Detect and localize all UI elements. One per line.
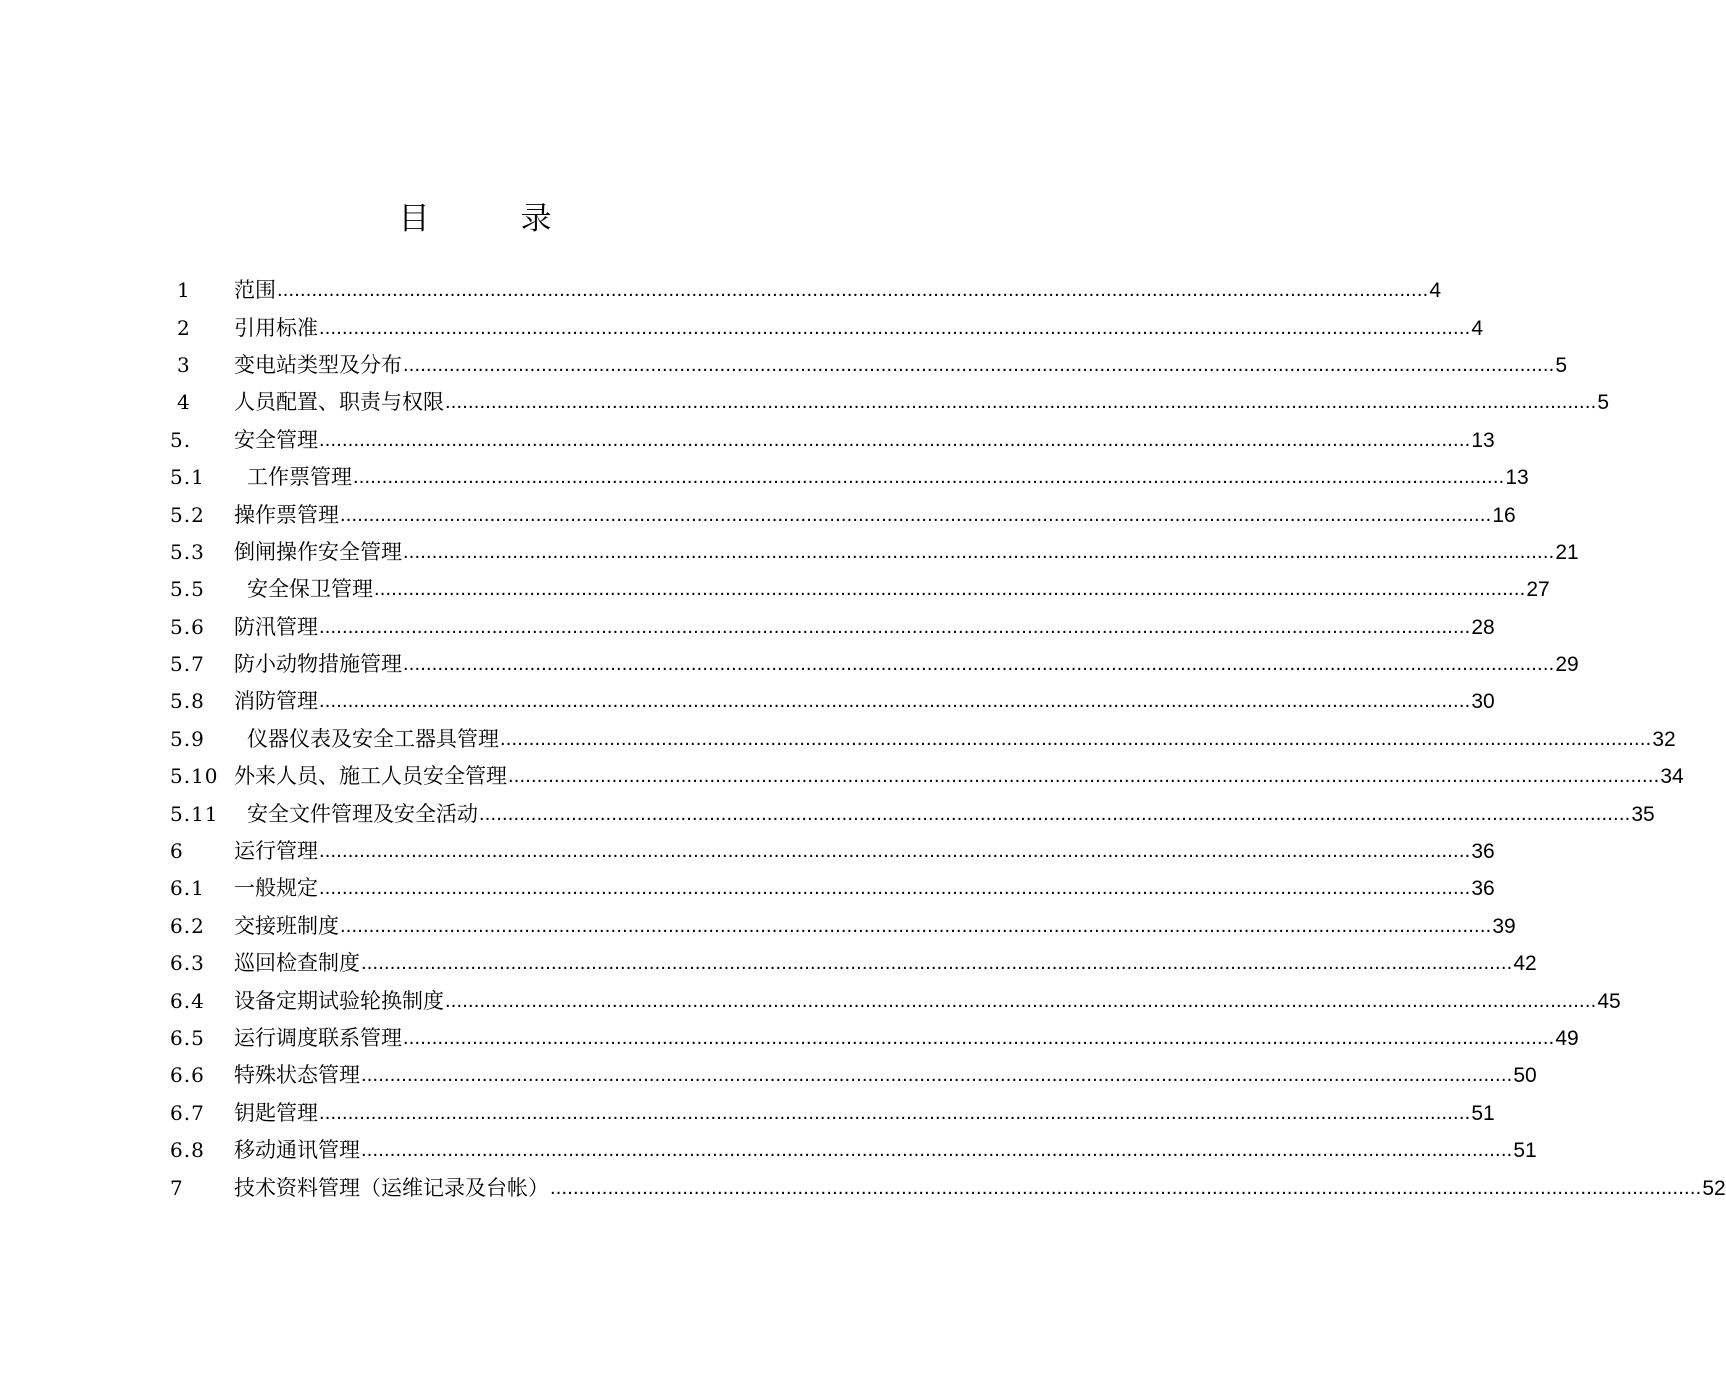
toc-leader: ........................................................................................................................................................................................................	[340, 914, 1492, 937]
toc-title: 技术资料管理（运维记录及台帐）	[234, 1175, 549, 1200]
toc-leader: ........................................................................................................................................................................................................	[403, 540, 1555, 563]
toc-number: 5.10	[170, 764, 219, 789]
toc-number: 2	[177, 315, 191, 340]
toc-leader: ........................................................................................................................................................................................................	[403, 1027, 1555, 1049]
toc-page: 36	[1471, 840, 1495, 864]
toc-entry[interactable]	[170, 908, 1516, 945]
toc-page: 34	[1660, 765, 1684, 789]
toc-page: 4	[1471, 316, 1484, 340]
toc-number: 5.7	[170, 652, 205, 677]
toc-leader: ........................................................................................................................................................................................................	[550, 1176, 1702, 1199]
toc-number: 6.6	[170, 1063, 205, 1088]
toc-leader: ........................................................................................................................................................................................................	[319, 840, 1471, 863]
toc-page: 32	[1652, 727, 1676, 751]
toc-leader: ........................................................................................................................................................................................................	[277, 279, 1429, 302]
toc-title: 安全保卫管理	[247, 577, 373, 602]
toc-page: 5	[1555, 353, 1568, 377]
toc-title: 安全文件管理及安全活动	[247, 801, 478, 826]
toc-leader: ........................................................................................................................................................................................................	[403, 653, 1555, 676]
page-title: 目 录	[398, 201, 582, 237]
toc-leader: ........................................................................................................................................................................................................	[353, 466, 1505, 489]
toc-entry[interactable]	[170, 1095, 1495, 1132]
toc-page: 21	[1555, 540, 1579, 564]
toc-title: 消防管理	[234, 689, 318, 714]
toc-number: 3	[177, 352, 191, 377]
toc-entry[interactable]	[170, 534, 1579, 571]
toc-leader: ........................................................................................................................................................................................................	[508, 765, 1660, 788]
toc-leader: ........................................................................................................................................................................................................	[319, 877, 1471, 900]
toc-number: 6	[170, 839, 184, 864]
toc-entry[interactable]	[170, 683, 1495, 720]
toc-title: 一般规定	[234, 876, 318, 901]
toc-leader: ........................................................................................................................................................................................................	[361, 952, 1513, 975]
toc-number: 6.1	[170, 876, 205, 901]
table-of-contents	[170, 272, 1726, 1207]
toc-entry[interactable]	[170, 422, 1495, 459]
toc-entry[interactable]	[170, 384, 1610, 421]
toc-leader: ........................................................................................................................................................................................................	[403, 353, 1555, 376]
toc-page: 45	[1597, 989, 1621, 1013]
toc-leader: ........................................................................................................................................................................................................	[319, 316, 1471, 339]
toc-entry[interactable]	[170, 1169, 1726, 1206]
toc-title: 防汛管理	[234, 614, 318, 639]
toc-page: 36	[1471, 877, 1495, 901]
toc-title: 防小动物措施管理	[234, 652, 402, 677]
toc-number: 6.8	[170, 1138, 205, 1163]
toc-title: 巡回检查制度	[234, 951, 360, 976]
toc-title: 变电站类型及分布	[234, 352, 402, 377]
toc-title: 特殊状态管理	[234, 1063, 360, 1088]
toc-entry[interactable]	[170, 795, 1655, 832]
toc-title: 范围	[234, 278, 276, 303]
toc-number: 5.3	[170, 539, 205, 564]
toc-leader: ........................................................................................................................................................................................................	[361, 1064, 1513, 1087]
toc-entry[interactable]	[170, 982, 1621, 1019]
toc-title: 安全管理	[234, 427, 318, 452]
toc-page: 16	[1492, 503, 1516, 527]
toc-page: 29	[1555, 653, 1579, 677]
toc-number: 5.6	[170, 614, 205, 639]
toc-number: 7	[170, 1175, 184, 1200]
toc-number: 5.5	[170, 577, 205, 602]
toc-title: 运行管理	[234, 839, 318, 864]
toc-number: 6.7	[170, 1100, 205, 1125]
toc-title: 人员配置、职责与权限	[234, 390, 444, 415]
toc-title: 设备定期试验轮换制度	[234, 988, 444, 1013]
toc-number: 6.5	[170, 1026, 205, 1050]
toc-title: 交接班制度	[234, 913, 339, 938]
toc-page: 4	[1429, 279, 1442, 303]
toc-number: 5.	[170, 427, 192, 452]
toc-page: 30	[1471, 690, 1495, 714]
toc-leader: ........................................................................................................................................................................................................	[319, 690, 1471, 713]
toc-leader: ........................................................................................................................................................................................................	[319, 1101, 1471, 1124]
toc-page: 35	[1631, 802, 1655, 826]
toc-title: 外来人员、施工人员安全管理	[234, 764, 507, 789]
toc-number: 5.2	[170, 502, 205, 527]
toc-number: 1	[177, 278, 191, 303]
toc-title: 运行调度联系管理	[234, 1026, 402, 1050]
toc-leader: ........................................................................................................................................................................................................	[319, 615, 1471, 638]
toc-number: 6.2	[170, 913, 205, 938]
toc-number: 6.4	[170, 988, 205, 1013]
toc-page: 13	[1505, 466, 1529, 490]
toc-page: 27	[1526, 578, 1550, 602]
toc-page: 50	[1513, 1064, 1537, 1088]
toc-page: 49	[1555, 1027, 1579, 1050]
toc-entry[interactable]	[170, 571, 1550, 608]
toc-title: 移动通讯管理	[234, 1138, 360, 1163]
toc-entry[interactable]	[170, 347, 1568, 384]
toc-entry[interactable]	[170, 758, 1684, 795]
toc-page: 42	[1513, 952, 1537, 976]
toc-page: 28	[1471, 615, 1495, 639]
toc-entry[interactable]	[170, 496, 1516, 533]
toc-entry[interactable]	[170, 646, 1579, 683]
toc-entry[interactable]	[170, 609, 1495, 646]
toc-entry[interactable]	[170, 833, 1495, 870]
toc-leader: ........................................................................................................................................................................................................	[445, 989, 1597, 1012]
toc-title: 工作票管理	[247, 465, 352, 490]
toc-entry[interactable]	[170, 721, 1676, 758]
toc-page: 5	[1597, 391, 1610, 415]
toc-number: 6.3	[170, 951, 205, 976]
toc-leader: ........................................................................................................................................................................................................	[500, 727, 1652, 750]
toc-page: 39	[1492, 914, 1516, 938]
toc-page: 52	[1702, 1176, 1726, 1200]
toc-entry[interactable]	[170, 1057, 1537, 1094]
toc-entry[interactable]	[170, 870, 1495, 907]
toc-page: 13	[1471, 428, 1495, 452]
toc-number: 4	[177, 390, 191, 415]
toc-leader: ........................................................................................................................................................................................................	[374, 578, 1526, 601]
toc-title: 操作票管理	[234, 502, 339, 527]
toc-entry[interactable]	[170, 309, 1484, 346]
toc-leader: ........................................................................................................................................................................................................	[361, 1139, 1513, 1162]
toc-number: 5.1	[170, 465, 205, 490]
toc-leader: ........................................................................................................................................................................................................	[319, 428, 1471, 451]
toc-title: 仪器仪表及安全工器具管理	[247, 726, 499, 751]
toc-entry[interactable]	[170, 459, 1529, 496]
toc-entry[interactable]	[170, 1132, 1537, 1169]
toc-leader: ........................................................................................................................................................................................................	[479, 802, 1631, 825]
toc-title: 倒闸操作安全管理	[234, 539, 402, 564]
toc-page: 51	[1471, 1101, 1495, 1125]
toc-title: 钥匙管理	[234, 1100, 318, 1125]
toc-number: 5.8	[170, 689, 205, 714]
toc-leader: ........................................................................................................................................................................................................	[340, 503, 1492, 526]
toc-page: 51	[1513, 1139, 1537, 1163]
toc-title: 引用标准	[234, 315, 318, 340]
toc-number: 5.11	[170, 801, 219, 826]
toc-entry[interactable]	[170, 945, 1537, 982]
toc-leader: ........................................................................................................................................................................................................	[445, 391, 1597, 414]
toc-entry[interactable]	[170, 1020, 1579, 1057]
toc-number: 5.9	[170, 726, 205, 751]
toc-entry[interactable]	[170, 272, 1442, 309]
